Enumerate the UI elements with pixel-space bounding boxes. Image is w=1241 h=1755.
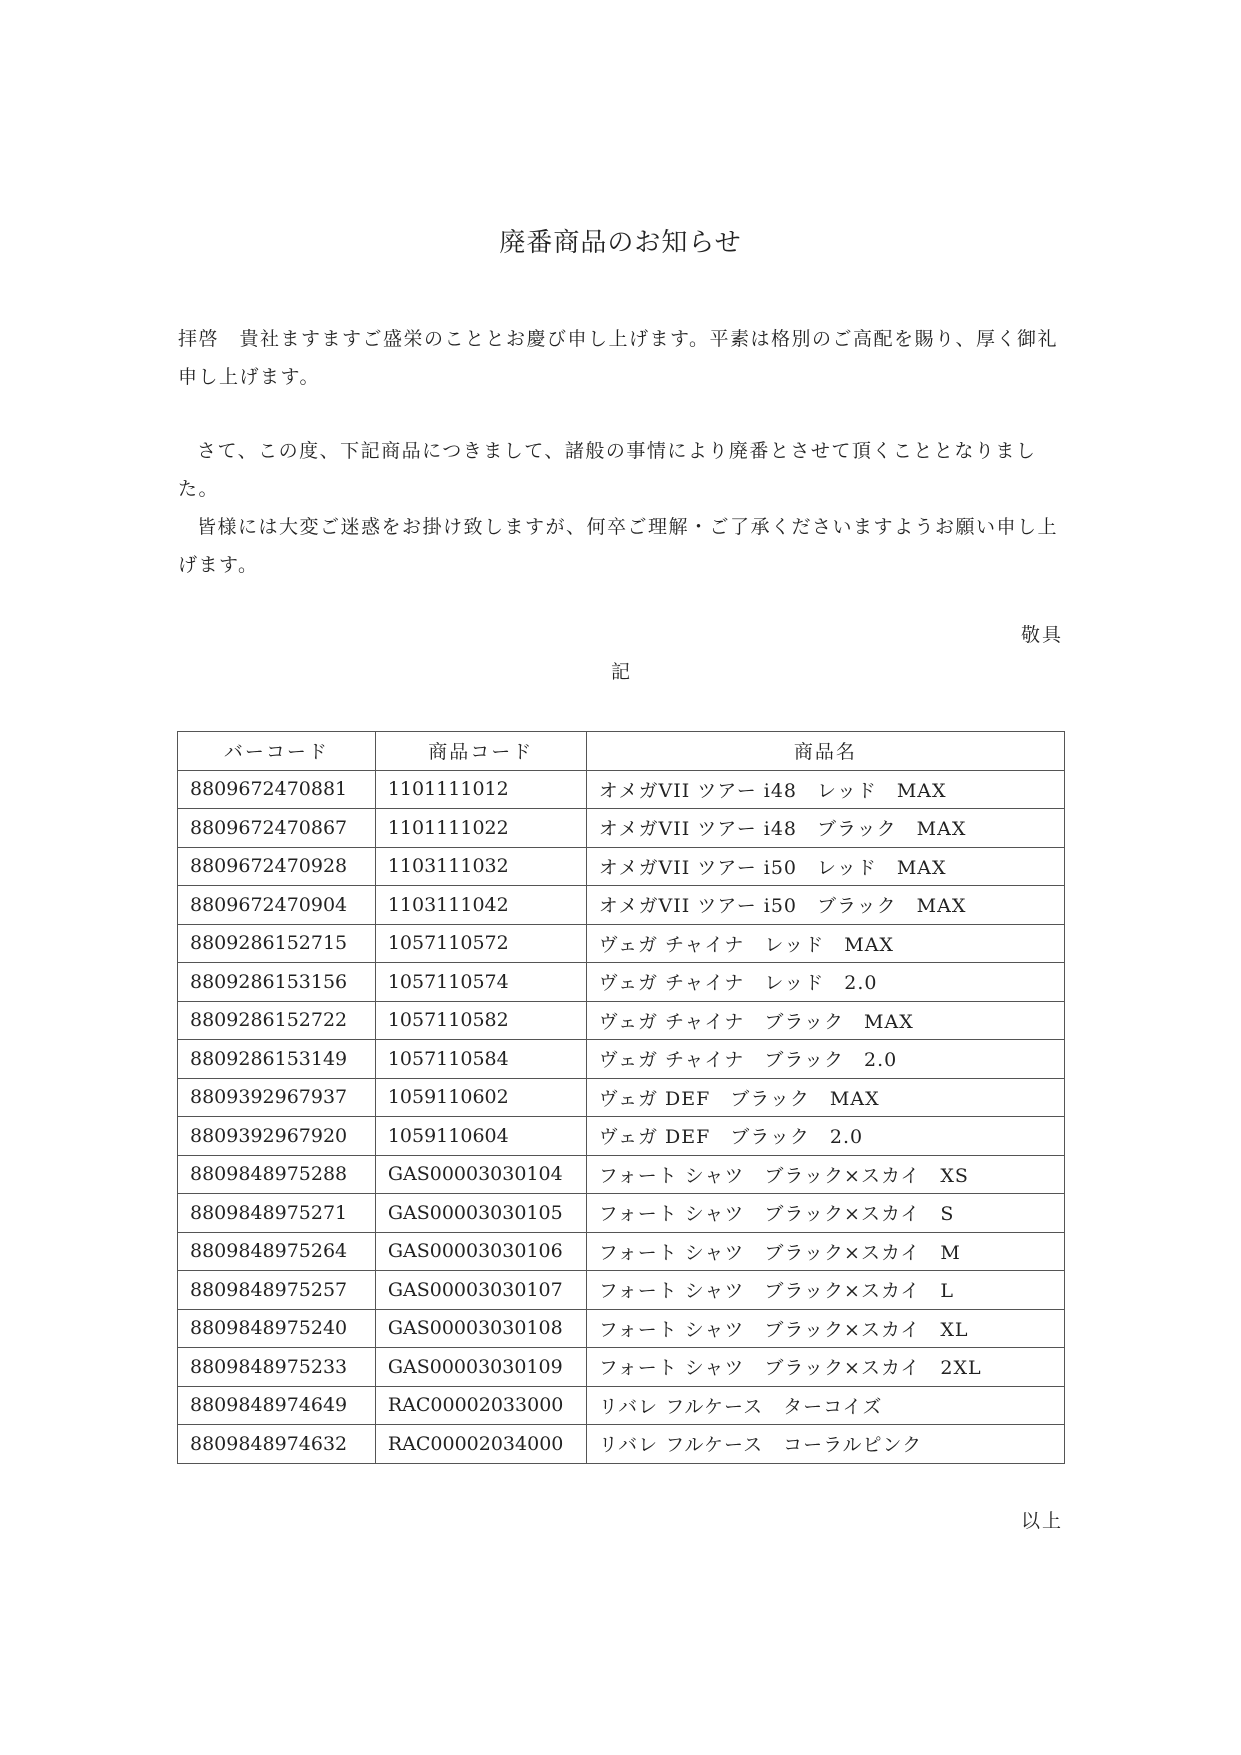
product-name-cell: フォート シャツ ブラック×スカイ XS (586, 1155, 1064, 1194)
product-name-cell: オメガVII ツアー i48 ブラック MAX (586, 809, 1064, 848)
table-row (178, 1117, 1065, 1156)
product-code-cell: 1059110604 (375, 1117, 586, 1156)
product-code-cell: GAS00003030106 (375, 1232, 586, 1271)
product-name-cell: オメガVII ツアー i48 レッド MAX (586, 770, 1064, 809)
product-code-cell: 1103111042 (375, 886, 586, 925)
barcode-cell: 8809848975233 (178, 1348, 376, 1387)
table-row (178, 1425, 1065, 1464)
product-name-cell: フォート シャツ ブラック×スカイ XL (586, 1309, 1064, 1348)
product-code-cell: RAC00002033000 (375, 1386, 586, 1425)
table-row (178, 1194, 1065, 1233)
table-row (178, 1309, 1065, 1348)
product-code-cell: 1101111022 (375, 809, 586, 848)
product-name-cell: オメガVII ツアー i50 ブラック MAX (586, 886, 1064, 925)
header-product-name: 商品名 (586, 732, 1064, 771)
product-name-cell: フォート シャツ ブラック×スカイ M (586, 1232, 1064, 1271)
product-name-cell: フォート シャツ ブラック×スカイ 2XL (586, 1348, 1064, 1387)
table-row (178, 1078, 1065, 1117)
closing-keigu: 敬具 (1020, 624, 1063, 646)
barcode-cell: 8809848975240 (178, 1309, 376, 1348)
product-code-cell: GAS00003030108 (375, 1309, 586, 1348)
product-name-cell: リバレ フルケース ターコイズ (586, 1386, 1064, 1425)
product-code-cell: GAS00003030104 (375, 1155, 586, 1194)
barcode-cell: 8809848975257 (178, 1271, 376, 1310)
product-code-cell: 1057110584 (375, 1040, 586, 1079)
barcode-cell: 8809848974632 (178, 1425, 376, 1464)
table-row (178, 847, 1065, 886)
table-row (178, 1001, 1065, 1040)
barcode-cell: 8809286153149 (178, 1040, 376, 1079)
table-header-row (178, 732, 1065, 771)
product-code-cell: 1059110602 (375, 1078, 586, 1117)
barcode-cell: 8809848975271 (178, 1194, 376, 1233)
product-name-cell: フォート シャツ ブラック×スカイ L (586, 1271, 1064, 1310)
table-row (178, 1348, 1065, 1387)
table-row (178, 1232, 1065, 1271)
table-row (178, 1155, 1065, 1194)
greeting-paragraph: 拝啓 貴社ますますご盛栄のこととお慶び申し上げます。平素は格別のご高配を賜り、厚く御礼申し上げます。 (178, 328, 1058, 388)
barcode-cell: 8809286152715 (178, 924, 376, 963)
product-code-cell: RAC00002034000 (375, 1425, 586, 1464)
barcode-cell: 8809286153156 (178, 963, 376, 1002)
table-row (178, 1271, 1065, 1310)
product-code-cell: 1057110572 (375, 924, 586, 963)
barcode-cell: 8809672470928 (178, 847, 376, 886)
table-row (178, 770, 1065, 809)
barcode-cell: 8809848975264 (178, 1232, 376, 1271)
product-code-cell: 1103111032 (375, 847, 586, 886)
table-row (178, 1386, 1065, 1425)
header-barcode: バーコード (178, 732, 376, 771)
product-code-cell: 1101111012 (375, 770, 586, 809)
product-name-cell: オメガVII ツアー i50 レッド MAX (586, 847, 1064, 886)
document-title: 廃番商品のお知らせ (499, 228, 742, 258)
product-name-cell: ヴェガ DEF ブラック MAX (586, 1078, 1064, 1117)
product-name-cell: ヴェガ チャイナ ブラック 2.0 (586, 1040, 1064, 1079)
barcode-cell: 8809672470881 (178, 770, 376, 809)
barcode-cell: 8809848974649 (178, 1386, 376, 1425)
table-row (178, 886, 1065, 925)
discontinued-products-table (177, 731, 1065, 1464)
ki-heading: 記 (610, 661, 630, 683)
product-name-cell: フォート シャツ ブラック×スカイ S (586, 1194, 1064, 1233)
notice-paragraph: さて、この度、下記商品につきまして、諸般の事情により廃番とさせて頂くこととなりました。 (178, 440, 1037, 500)
product-code-cell: GAS00003030105 (375, 1194, 586, 1233)
barcode-cell: 8809392967937 (178, 1078, 376, 1117)
table-row (178, 1040, 1065, 1079)
product-code-cell: 1057110574 (375, 963, 586, 1002)
product-name-cell: リバレ フルケース コーラルピンク (586, 1425, 1064, 1464)
apology-paragraph: 皆様には大変ご迷惑をお掛け致しますが、何卒ご理解・ご了承くださいますようお願い申し上げます。 (178, 516, 1059, 576)
barcode-cell: 8809672470867 (178, 809, 376, 848)
barcode-cell: 8809672470904 (178, 886, 376, 925)
barcode-cell: 8809392967920 (178, 1117, 376, 1156)
barcode-cell: 8809848975288 (178, 1155, 376, 1194)
table-row (178, 963, 1065, 1002)
product-code-cell: 1057110582 (375, 1001, 586, 1040)
header-product-code: 商品コード (375, 732, 586, 771)
table-body (178, 770, 1065, 1463)
product-code-cell: GAS00003030109 (375, 1348, 586, 1387)
product-name-cell: ヴェガ チャイナ ブラック MAX (586, 1001, 1064, 1040)
table-row (178, 924, 1065, 963)
end-ijou: 以上 (1020, 1510, 1063, 1532)
product-name-cell: ヴェガ DEF ブラック 2.0 (586, 1117, 1064, 1156)
product-code-cell: GAS00003030107 (375, 1271, 586, 1310)
product-name-cell: ヴェガ チャイナ レッド MAX (586, 924, 1064, 963)
barcode-cell: 8809286152722 (178, 1001, 376, 1040)
table-row (178, 809, 1065, 848)
product-name-cell: ヴェガ チャイナ レッド 2.0 (586, 963, 1064, 1002)
